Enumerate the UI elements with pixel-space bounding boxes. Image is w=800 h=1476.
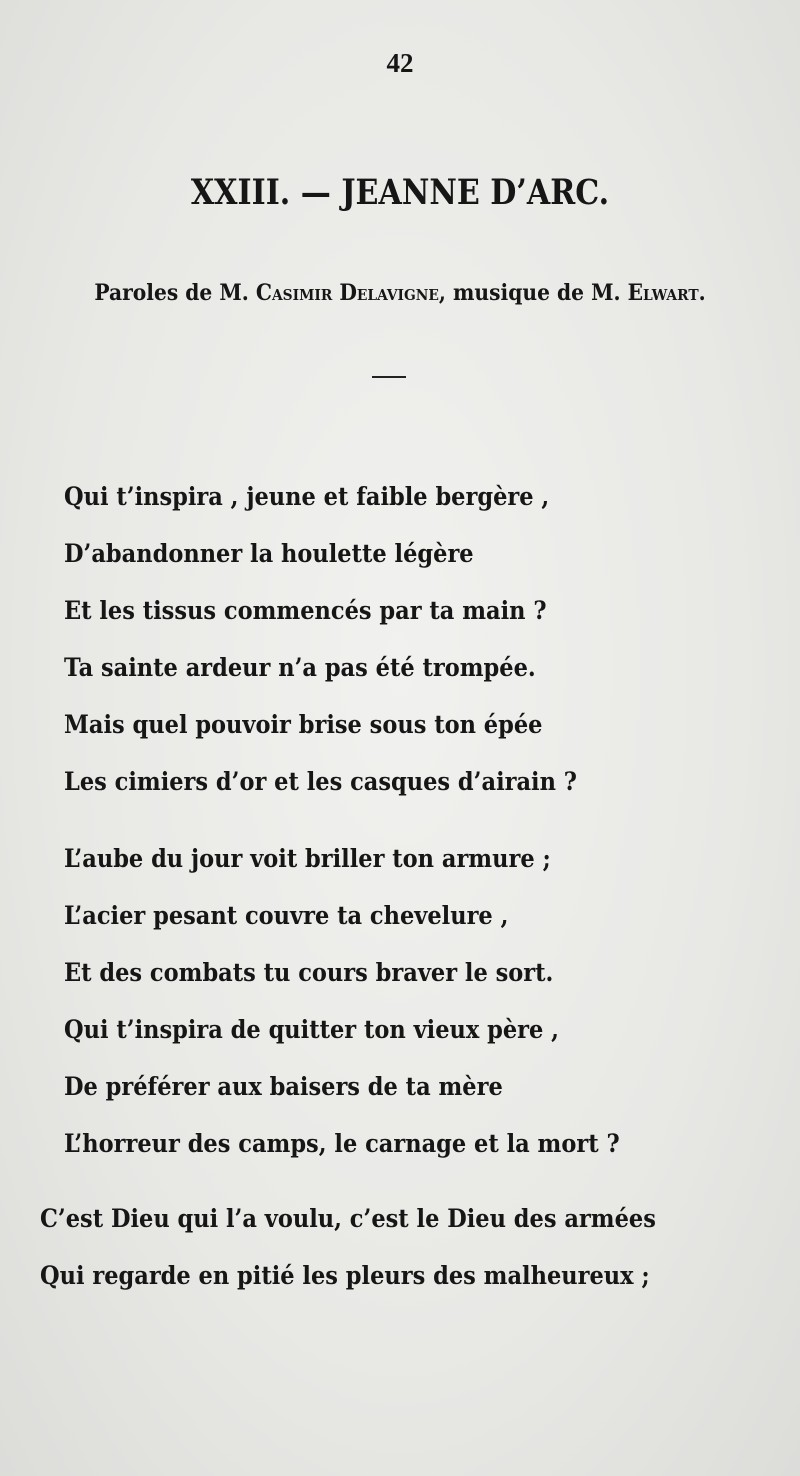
- verse-line: Ta sainte ardeur n’a pas été trompée.: [64, 653, 536, 682]
- song-title: XXIII. — JEANNE D’ARC.: [190, 172, 610, 213]
- credits-middle: , musique de M.: [438, 280, 628, 306]
- verse-line: L’horreur des camps, le carnage et la mort ?: [64, 1129, 620, 1158]
- verse-line: Et des combats tu cours braver le sort.: [64, 958, 554, 987]
- stanza-2: [64, 830, 694, 1172]
- lyricist-name: Casimir Delavigne: [255, 280, 439, 306]
- composer-name: Elwart: [627, 280, 699, 306]
- verse-line: C’est Dieu qui l’a voulu, c’est le Dieu des armées: [40, 1204, 656, 1233]
- verse-line: Qui regarde en pitié les pleurs des malheureux ;: [40, 1261, 650, 1290]
- section-divider: [372, 376, 406, 378]
- credits-prefix: Paroles de M.: [94, 280, 256, 306]
- verse-line: Et les tissus commencés par ta main ?: [64, 596, 547, 625]
- verse-line: L’acier pesant couvre ta chevelure ,: [64, 901, 509, 930]
- verse-line: De préférer aux baisers de ta mère: [64, 1072, 503, 1101]
- song-credits: [60, 280, 741, 306]
- verse-line: D’abandonner la houlette légère: [64, 539, 474, 568]
- verse-line: Mais quel pouvoir brise sous ton épée: [64, 710, 543, 739]
- stanza-1: [64, 468, 694, 810]
- credits-suffix: .: [698, 280, 706, 306]
- stanza-3: [40, 1190, 670, 1304]
- verse-line: Les cimiers d’or et les casques d’airain ?: [64, 767, 577, 796]
- page-number: 42: [386, 48, 414, 78]
- verse-line: Qui t’inspira , jeune et faible bergère ,: [64, 482, 550, 511]
- verse-line: L’aube du jour voit briller ton armure ;: [64, 844, 551, 873]
- verse-line: Qui t’inspira de quitter ton vieux père ,: [64, 1015, 560, 1044]
